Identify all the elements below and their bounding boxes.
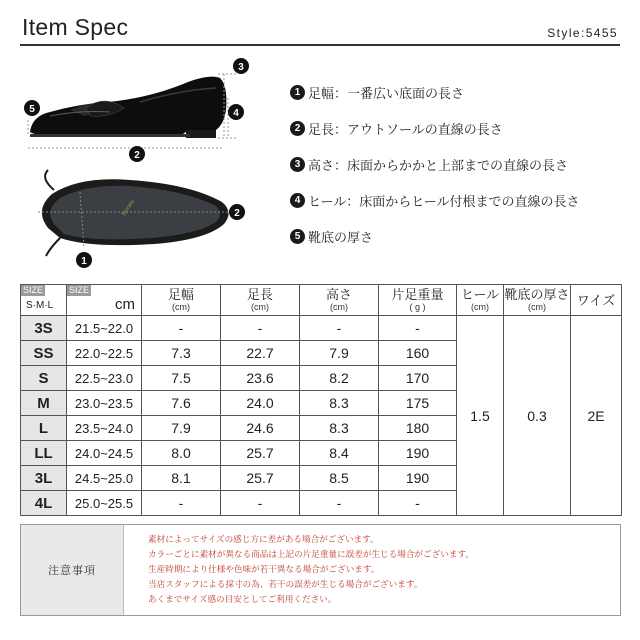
cell-weight: 190 (379, 441, 457, 466)
cell-weight: 190 (379, 466, 457, 491)
cell-width: - (142, 491, 221, 516)
notice-line: 当店スタッフによる採寸の為、若干の誤差が生じる場合がございます。 (148, 580, 423, 590)
number-badge-icon: 3 (290, 157, 305, 172)
column-header: 靴底の厚さ (cm) (504, 285, 571, 316)
size-label: L (21, 416, 67, 441)
cell-weight: 180 (379, 416, 457, 441)
cell-wise: 2E (571, 316, 622, 516)
table-row (21, 316, 622, 341)
legend-item (290, 182, 630, 218)
cell-height: 8.4 (300, 441, 379, 466)
size-sub-label: S·M·L (26, 300, 54, 311)
size-range: 25.0~25.5 (67, 491, 142, 516)
size-label: SS (21, 341, 67, 366)
notice-label: 注意事項 (21, 525, 124, 615)
marker-icon-4 (228, 104, 244, 120)
size-label: M (21, 391, 67, 416)
size-label: LL (21, 441, 67, 466)
column-header: 片足重量 ( g ) (379, 285, 457, 316)
svg-text:4: 4 (233, 108, 239, 119)
size-label: S (21, 366, 67, 391)
column-header: ヒール (cm) (457, 285, 504, 316)
cell-height: - (300, 316, 379, 341)
shoe-measurement-figure (20, 52, 252, 272)
cell-width: 7.3 (142, 341, 221, 366)
size-tag: SIZE (23, 285, 44, 295)
marker-icon-2-side (129, 146, 145, 162)
marker-icon-3 (233, 58, 249, 74)
shoe-side-view (28, 74, 236, 148)
marker-icon-1 (76, 252, 92, 268)
marker-icon-2-sole (229, 204, 245, 220)
cell-length: 25.7 (221, 466, 300, 491)
legend-item (290, 110, 630, 146)
cell-height: - (300, 491, 379, 516)
legend-text: 足幅：一番広い底面の長さ (308, 86, 465, 102)
cell-width: 8.1 (142, 466, 221, 491)
legend-text: 靴底の厚さ (308, 230, 374, 246)
cell-width: - (142, 316, 221, 341)
table-header-row (21, 285, 622, 316)
svg-text:3: 3 (238, 62, 244, 73)
size-header-cm (67, 285, 142, 316)
marker-icon-5 (24, 100, 40, 116)
cell-length: 24.0 (221, 391, 300, 416)
header-divider (20, 44, 620, 46)
measurement-legend (290, 74, 630, 254)
cell-weight: 175 (379, 391, 457, 416)
notice-lines (124, 525, 474, 615)
size-range: 23.5~24.0 (67, 416, 142, 441)
size-range: 21.5~22.0 (67, 316, 142, 341)
number-badge-icon: 4 (290, 193, 305, 208)
cell-width: 7.6 (142, 391, 221, 416)
column-header: 高さ (cm) (300, 285, 379, 316)
cell-weight: 160 (379, 341, 457, 366)
size-spec-table (20, 284, 622, 516)
cell-weight: - (379, 316, 457, 341)
size-range: 24.0~24.5 (67, 441, 142, 466)
svg-text:2: 2 (134, 150, 140, 161)
cell-sole-thickness: 0.3 (504, 316, 571, 516)
size-range: 24.5~25.0 (67, 466, 142, 491)
legend-text: 足長：アウトソールの直線の長さ (308, 122, 503, 138)
svg-text:1: 1 (81, 256, 87, 267)
page-title: Item Spec (22, 14, 129, 40)
shoe-sole-view (38, 170, 234, 256)
cell-height: 7.9 (300, 341, 379, 366)
notice-line: 素材によってサイズの感じ方に差がある場合がございます。 (148, 535, 379, 545)
legend-text: ヒール：床面からヒール付根までの直線の長さ (308, 194, 580, 210)
legend-item (290, 74, 630, 110)
number-badge-icon: 1 (290, 85, 305, 100)
style-code: Style:5455 (547, 26, 618, 40)
number-badge-icon: 5 (290, 229, 305, 244)
legend-text: 高さ：床面からかかと上部までの直線の長さ (308, 158, 569, 174)
notice-line: あくまでサイズ感の目安としてご利用ください。 (148, 595, 337, 605)
column-header: 足長 (cm) (221, 285, 300, 316)
size-range: 22.5~23.0 (67, 366, 142, 391)
cell-height: 8.2 (300, 366, 379, 391)
svg-text:2: 2 (234, 208, 240, 219)
svg-text:Spiralis: Spiralis (120, 198, 137, 218)
column-header: ワイズ (571, 285, 622, 316)
size-header-sml (21, 285, 67, 316)
legend-item (290, 218, 630, 254)
cell-length: - (221, 316, 300, 341)
cell-width: 8.0 (142, 441, 221, 466)
cell-width: 7.5 (142, 366, 221, 391)
notice-line: 生産時期により仕様や色味が若干異なる場合がございます。 (148, 565, 380, 575)
cell-weight: 170 (379, 366, 457, 391)
cell-width: 7.9 (142, 416, 221, 441)
cell-height: 8.3 (300, 391, 379, 416)
cell-heel: 1.5 (457, 316, 504, 516)
cell-length: 25.7 (221, 441, 300, 466)
column-header: 足幅 (cm) (142, 285, 221, 316)
cell-height: 8.5 (300, 466, 379, 491)
cell-length: 22.7 (221, 341, 300, 366)
size-label: 3S (21, 316, 67, 341)
cell-weight: - (379, 491, 457, 516)
notice-box (20, 524, 621, 616)
size-range: 23.0~23.5 (67, 391, 142, 416)
size-range: 22.0~22.5 (67, 341, 142, 366)
size-tag: SIZE (69, 285, 90, 295)
size-sub-label: cm (115, 296, 135, 313)
cell-length: 23.6 (221, 366, 300, 391)
size-label: 3L (21, 466, 67, 491)
size-label: 4L (21, 491, 67, 516)
number-badge-icon: 2 (290, 121, 305, 136)
legend-item (290, 146, 630, 182)
notice-line: カラーごとに素材が異なる商品は上記の片足重量に誤差が生じる場合がございます。 (148, 550, 474, 560)
cell-height: 8.3 (300, 416, 379, 441)
cell-length: 24.6 (221, 416, 300, 441)
svg-text:5: 5 (29, 104, 35, 115)
cell-length: - (221, 491, 300, 516)
